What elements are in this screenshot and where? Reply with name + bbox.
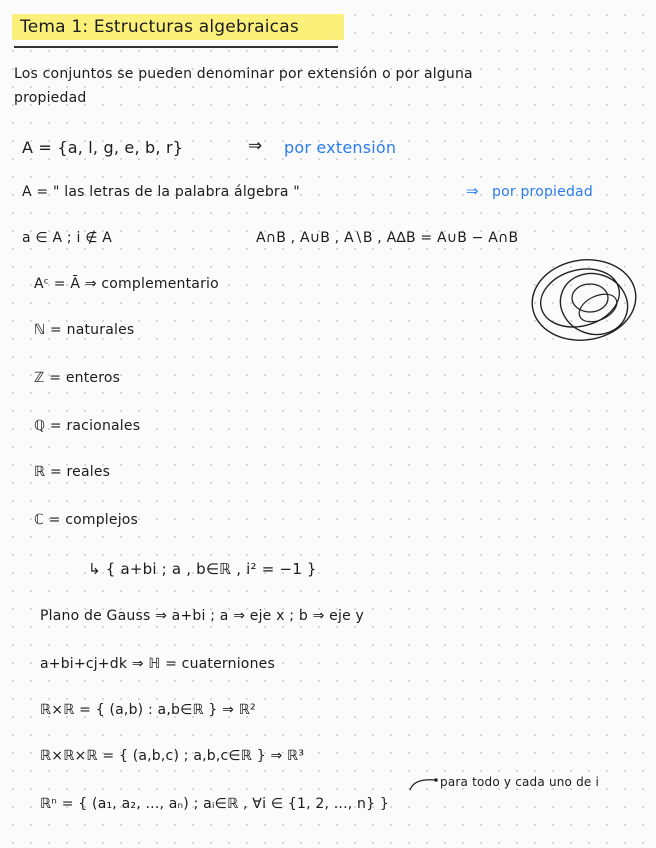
complement-line: Aᶜ = Ā ⇒ complementario [34,276,219,292]
complex-line: ℂ = complejos [34,512,139,528]
arrow-extension: ⇒ [248,136,263,156]
intro-line-1: Los conjuntos se pueden denominar por extensión o por alguna [14,66,473,82]
title-underline [14,46,338,48]
quaternions-line: a+bi+cj+dk ⇒ ℍ = cuaterniones [40,656,275,672]
set-property-def: A = " las letras de la palabra álgebra " [22,184,300,200]
naturals-line: ℕ = naturales [34,322,135,338]
label-property: por propiedad [492,184,593,200]
forall-note: para todo y cada uno de i [440,775,600,789]
page-title: Tema 1: Estructuras algebraicas [20,17,299,37]
membership-line: a ∈ A ; i ∉ A [22,230,113,246]
complex-definition: ↳ { a+bi ; a , b∈ℝ , i² = −1 } [88,560,317,578]
set-operations-line: A∩B , A∪B , A∖B , A∆B = A∪B − A∩B [256,230,519,246]
reals-line: ℝ = reales [34,464,111,480]
set-extension-def: A = {a, l, g, e, b, r} [22,138,184,157]
rn-product-line: ℝⁿ = { (a₁, a₂, ..., aₙ) ; aᵢ∈ℝ , ∀i ∈ {1, 2, ..., n} } [40,796,389,812]
gauss-plane-line: Plano de Gauss ⇒ a+bi ; a ⇒ eje x ; b ⇒ eje y [40,608,365,624]
intro-line-2: propiedad [14,90,87,106]
integers-line: ℤ = enteros [34,370,121,386]
r3-product-line: ℝ×ℝ×ℝ = { (a,b,c) ; a,b,c∈ℝ } ⇒ ℝ³ [40,748,305,764]
annotation-arc [408,774,438,792]
label-extension: por extensión [284,138,397,157]
arrow-property: ⇒ [466,182,479,200]
venn-diagram-sketch [528,252,644,352]
r2-product-line: ℝ×ℝ = { (a,b) : a,b∈ℝ } ⇒ ℝ² [40,702,256,718]
rationals-line: ℚ = racionales [34,418,141,434]
